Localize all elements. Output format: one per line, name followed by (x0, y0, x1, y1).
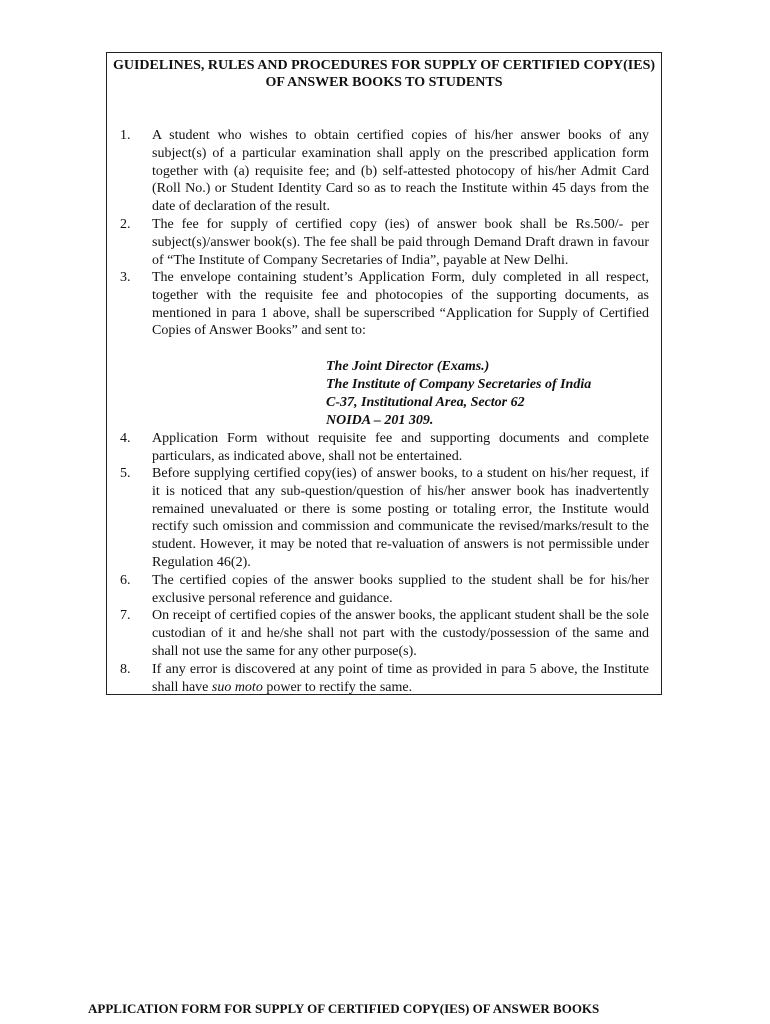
item-text: On receipt of certified copies of the answer books, the applicant student shall be the sole custodian of it and he/she shall not part with the custody/possession of the same and shall not use the same for any other purpose(s). (152, 608, 649, 659)
item-text (152, 661, 649, 697)
item-number: 6. (120, 573, 131, 588)
address-line: The Institute of Company Secretaries of India (326, 377, 592, 392)
item-number: 8. (120, 662, 131, 677)
item-text: A student who wishes to obtain certified copies of his/her answer books of any subject(s) of a particular examination shall apply on the prescribed application form together with (a) requisite fee; and (b) self-attested photocopy of his/her Admit Card (Roll No.) or Student Identity Card so as to reach the Institute within 45 days from the date of declaration of the result. (152, 128, 649, 215)
address-line: C-37, Institutional Area, Sector 62 (326, 395, 525, 410)
item-text: Before supplying certified copy(ies) of answer books, to a student on his/her request, if it is noticed that any sub-question/question of his/her answer book has inadvertently remained unevaluated or there is some posting or totaling error, the Institute would rectify such omission and commission and communicate the revised/marks/result to the student. However, it may be noted that re-valuation of answers is not permissible under Regulation 46(2). (152, 466, 649, 570)
application-form-title: APPLICATION FORM FOR SUPPLY OF CERTIFIED COPY(IES) OF ANSWER BOOKS (88, 1001, 600, 1016)
item-number: 2. (120, 217, 131, 232)
mailing-address (326, 358, 591, 430)
item-number: 1. (120, 128, 131, 143)
item-number: 4. (120, 431, 131, 446)
address-line: NOIDA – 201 309. (326, 413, 434, 428)
item-text-part: power to rectify the same. (262, 679, 413, 695)
item-number: 5. (120, 466, 131, 481)
item-text-part: If any error is discovered at any point of time as provided in para 5 above, the Institute shall have (152, 662, 649, 695)
item-text: The certified copies of the answer books supplied to the student shall be for his/her exclusive personal reference and guidance. (152, 573, 649, 606)
guidelines-title: GUIDELINES, RULES AND PROCEDURES FOR SUPPLY OF CERTIFIED COPY(IES) OF ANSWER BOOKS TO STUDENTS (112, 58, 656, 90)
address-line: The Joint Director (Exams.) (326, 359, 490, 374)
item-text: Application Form without requisite fee and supporting documents and complete particulars, as indicated above, shall not be entertained. (152, 431, 649, 464)
item-text: The fee for supply of certified copy (ies) of answer book shall be Rs.500/- per subject(s)/answer book(s). The fee shall be paid through Demand Draft drawn in favour of “The Institute of Company Secretaries of India”, payable at New Delhi. (152, 217, 649, 268)
item-text-italic: suo moto (211, 679, 263, 695)
guidelines-box (106, 52, 662, 695)
item-number: 7. (120, 608, 131, 623)
item-number: 3. (120, 270, 131, 285)
item-text: The envelope containing student’s Application Form, duly completed in all respect, together with the requisite fee and photocopies of the supporting documents, as mentioned in para 1 above, shall be superscribed “Application for Supply of Certified Copies of Answer Books” and sent to: (152, 270, 649, 339)
